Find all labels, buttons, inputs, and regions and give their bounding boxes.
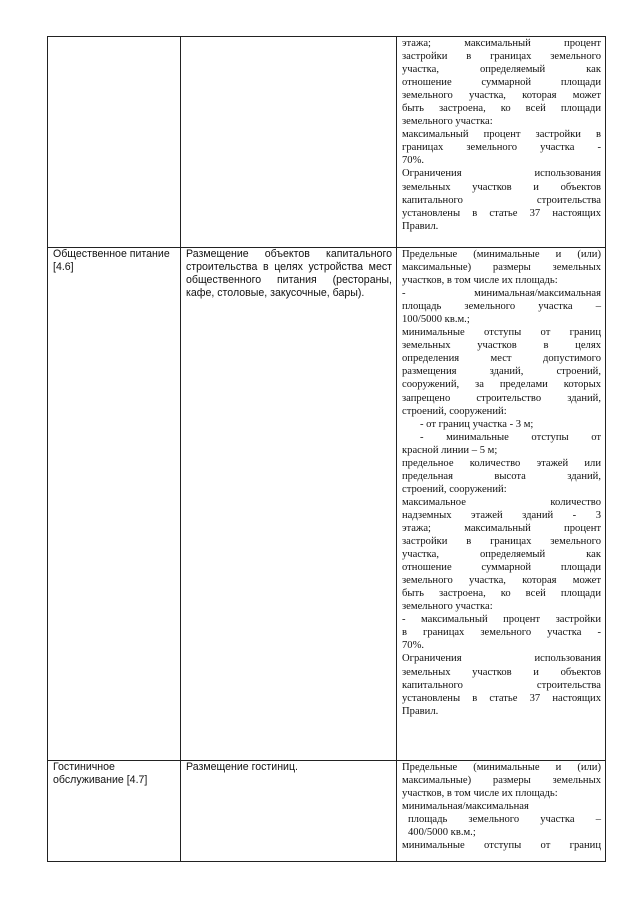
use-description-cell: Размещение гостиниц. bbox=[181, 761, 397, 862]
param-line: - минимальная/максимальная bbox=[402, 288, 601, 300]
param-line: быть застроена, ко всей площади bbox=[402, 103, 601, 115]
use-name-cell: Общественное питание [4.6] bbox=[48, 248, 181, 761]
use-name-cell: Гостиничное обслуживание [4.7] bbox=[48, 761, 181, 862]
param-line: Ограничения использования bbox=[402, 653, 601, 665]
param-line: отношение суммарной площади bbox=[402, 562, 601, 574]
table-row-public-catering bbox=[48, 248, 606, 761]
param-line: капитального строительства bbox=[402, 679, 601, 691]
param-line: 100/5000 кв.м.; bbox=[402, 314, 470, 326]
table-row-hotel-service bbox=[48, 761, 606, 862]
param-line: Предельные (минимальные и (или) bbox=[402, 762, 601, 773]
param-line: земельных участков и объектов bbox=[402, 666, 601, 678]
param-line: красной линии – 5 м; bbox=[402, 444, 498, 456]
param-line: застройки в границах земельного bbox=[402, 51, 601, 63]
param-line: земельного участка: bbox=[402, 601, 493, 613]
param-line: максимальные) размеры земельных bbox=[402, 775, 601, 787]
param-line: в границах земельного участка - bbox=[402, 627, 601, 639]
param-line: 70%. bbox=[402, 640, 425, 652]
param-line: застройки в границах земельного bbox=[402, 536, 601, 548]
param-line: надземных этажей зданий - 3 bbox=[402, 509, 601, 521]
param-line: земельного участка, которая может bbox=[402, 575, 601, 587]
param-line: капитального строительства bbox=[402, 194, 601, 206]
param-line: максимальное количество bbox=[402, 496, 601, 508]
param-line: земельных участков и объектов bbox=[402, 181, 601, 193]
param-line: участков, в том числе их площадь: bbox=[402, 275, 558, 287]
param-line: минимальные отступы от границ bbox=[402, 840, 601, 852]
param-line: участка, определяемый как bbox=[402, 549, 601, 561]
param-line: установлены в статье 37 настоящих bbox=[402, 207, 601, 219]
table-row-continuation bbox=[48, 37, 606, 248]
param-line: 400/5000 кв.м.; bbox=[408, 827, 476, 839]
param-line: земельных участков в целях bbox=[402, 340, 601, 352]
param-line: Ограничения использования bbox=[402, 168, 601, 180]
param-line: предельное количество этажей или bbox=[402, 457, 601, 469]
param-line: отношение суммарной площади bbox=[402, 77, 601, 89]
param-line: Предельные (минимальные и (или) bbox=[402, 249, 601, 260]
param-line: - минимальные отступы от bbox=[420, 431, 601, 443]
param-line: участков, в том числе их площадь: bbox=[402, 788, 558, 800]
params-cell bbox=[397, 761, 606, 862]
param-line: предельная высота зданий, bbox=[402, 470, 601, 482]
use-description-cell: Размещение объектов капитального строительства в целях устройства мест общественного питания (рестораны, кафе, столовые, закусочные, бары). bbox=[181, 248, 397, 761]
param-line: строений, сооружений: bbox=[402, 483, 507, 495]
param-line: Правил. bbox=[402, 220, 439, 232]
param-line: земельного участка: bbox=[402, 116, 493, 128]
param-line: максимальные) размеры земельных bbox=[402, 262, 601, 274]
param-line: площадь земельного участка – bbox=[408, 814, 601, 826]
param-line: Правил. bbox=[402, 705, 439, 717]
param-line: запрещено строительство зданий, bbox=[402, 392, 601, 404]
param-line: земельного участка, которая может bbox=[402, 90, 601, 102]
param-line: минимальная/максимальная bbox=[402, 801, 529, 813]
param-line: минимальные отступы от границ bbox=[402, 327, 601, 339]
param-line: - максимальный процент застройки bbox=[402, 614, 601, 626]
param-line: этажа; максимальный процент bbox=[402, 522, 601, 534]
param-line: размещения зданий, строений, bbox=[402, 366, 601, 378]
param-line: этажа; максимальный процент bbox=[402, 38, 601, 49]
params-cell bbox=[397, 37, 606, 248]
param-line: границах земельного участка - bbox=[402, 142, 601, 154]
params-cell bbox=[397, 248, 606, 761]
use-description-cell bbox=[181, 37, 397, 248]
param-line: строений, сооружений: bbox=[402, 405, 507, 417]
param-line: быть застроена, ко всей площади bbox=[402, 588, 601, 600]
param-line: 70%. bbox=[402, 155, 425, 167]
param-line: максимальный процент застройки в bbox=[402, 129, 601, 141]
param-line: участка, определяемый как bbox=[402, 64, 601, 76]
param-line: определения мест допустимого bbox=[402, 353, 601, 365]
param-line: установлены в статье 37 настоящих bbox=[402, 692, 601, 704]
use-name-cell bbox=[48, 37, 181, 248]
param-line: - от границ участка - 3 м; bbox=[420, 418, 534, 430]
param-line: сооружений, за пределами которых bbox=[402, 379, 601, 391]
permitted-use-table bbox=[47, 36, 606, 862]
param-line: площадь земельного участка – bbox=[402, 301, 601, 313]
